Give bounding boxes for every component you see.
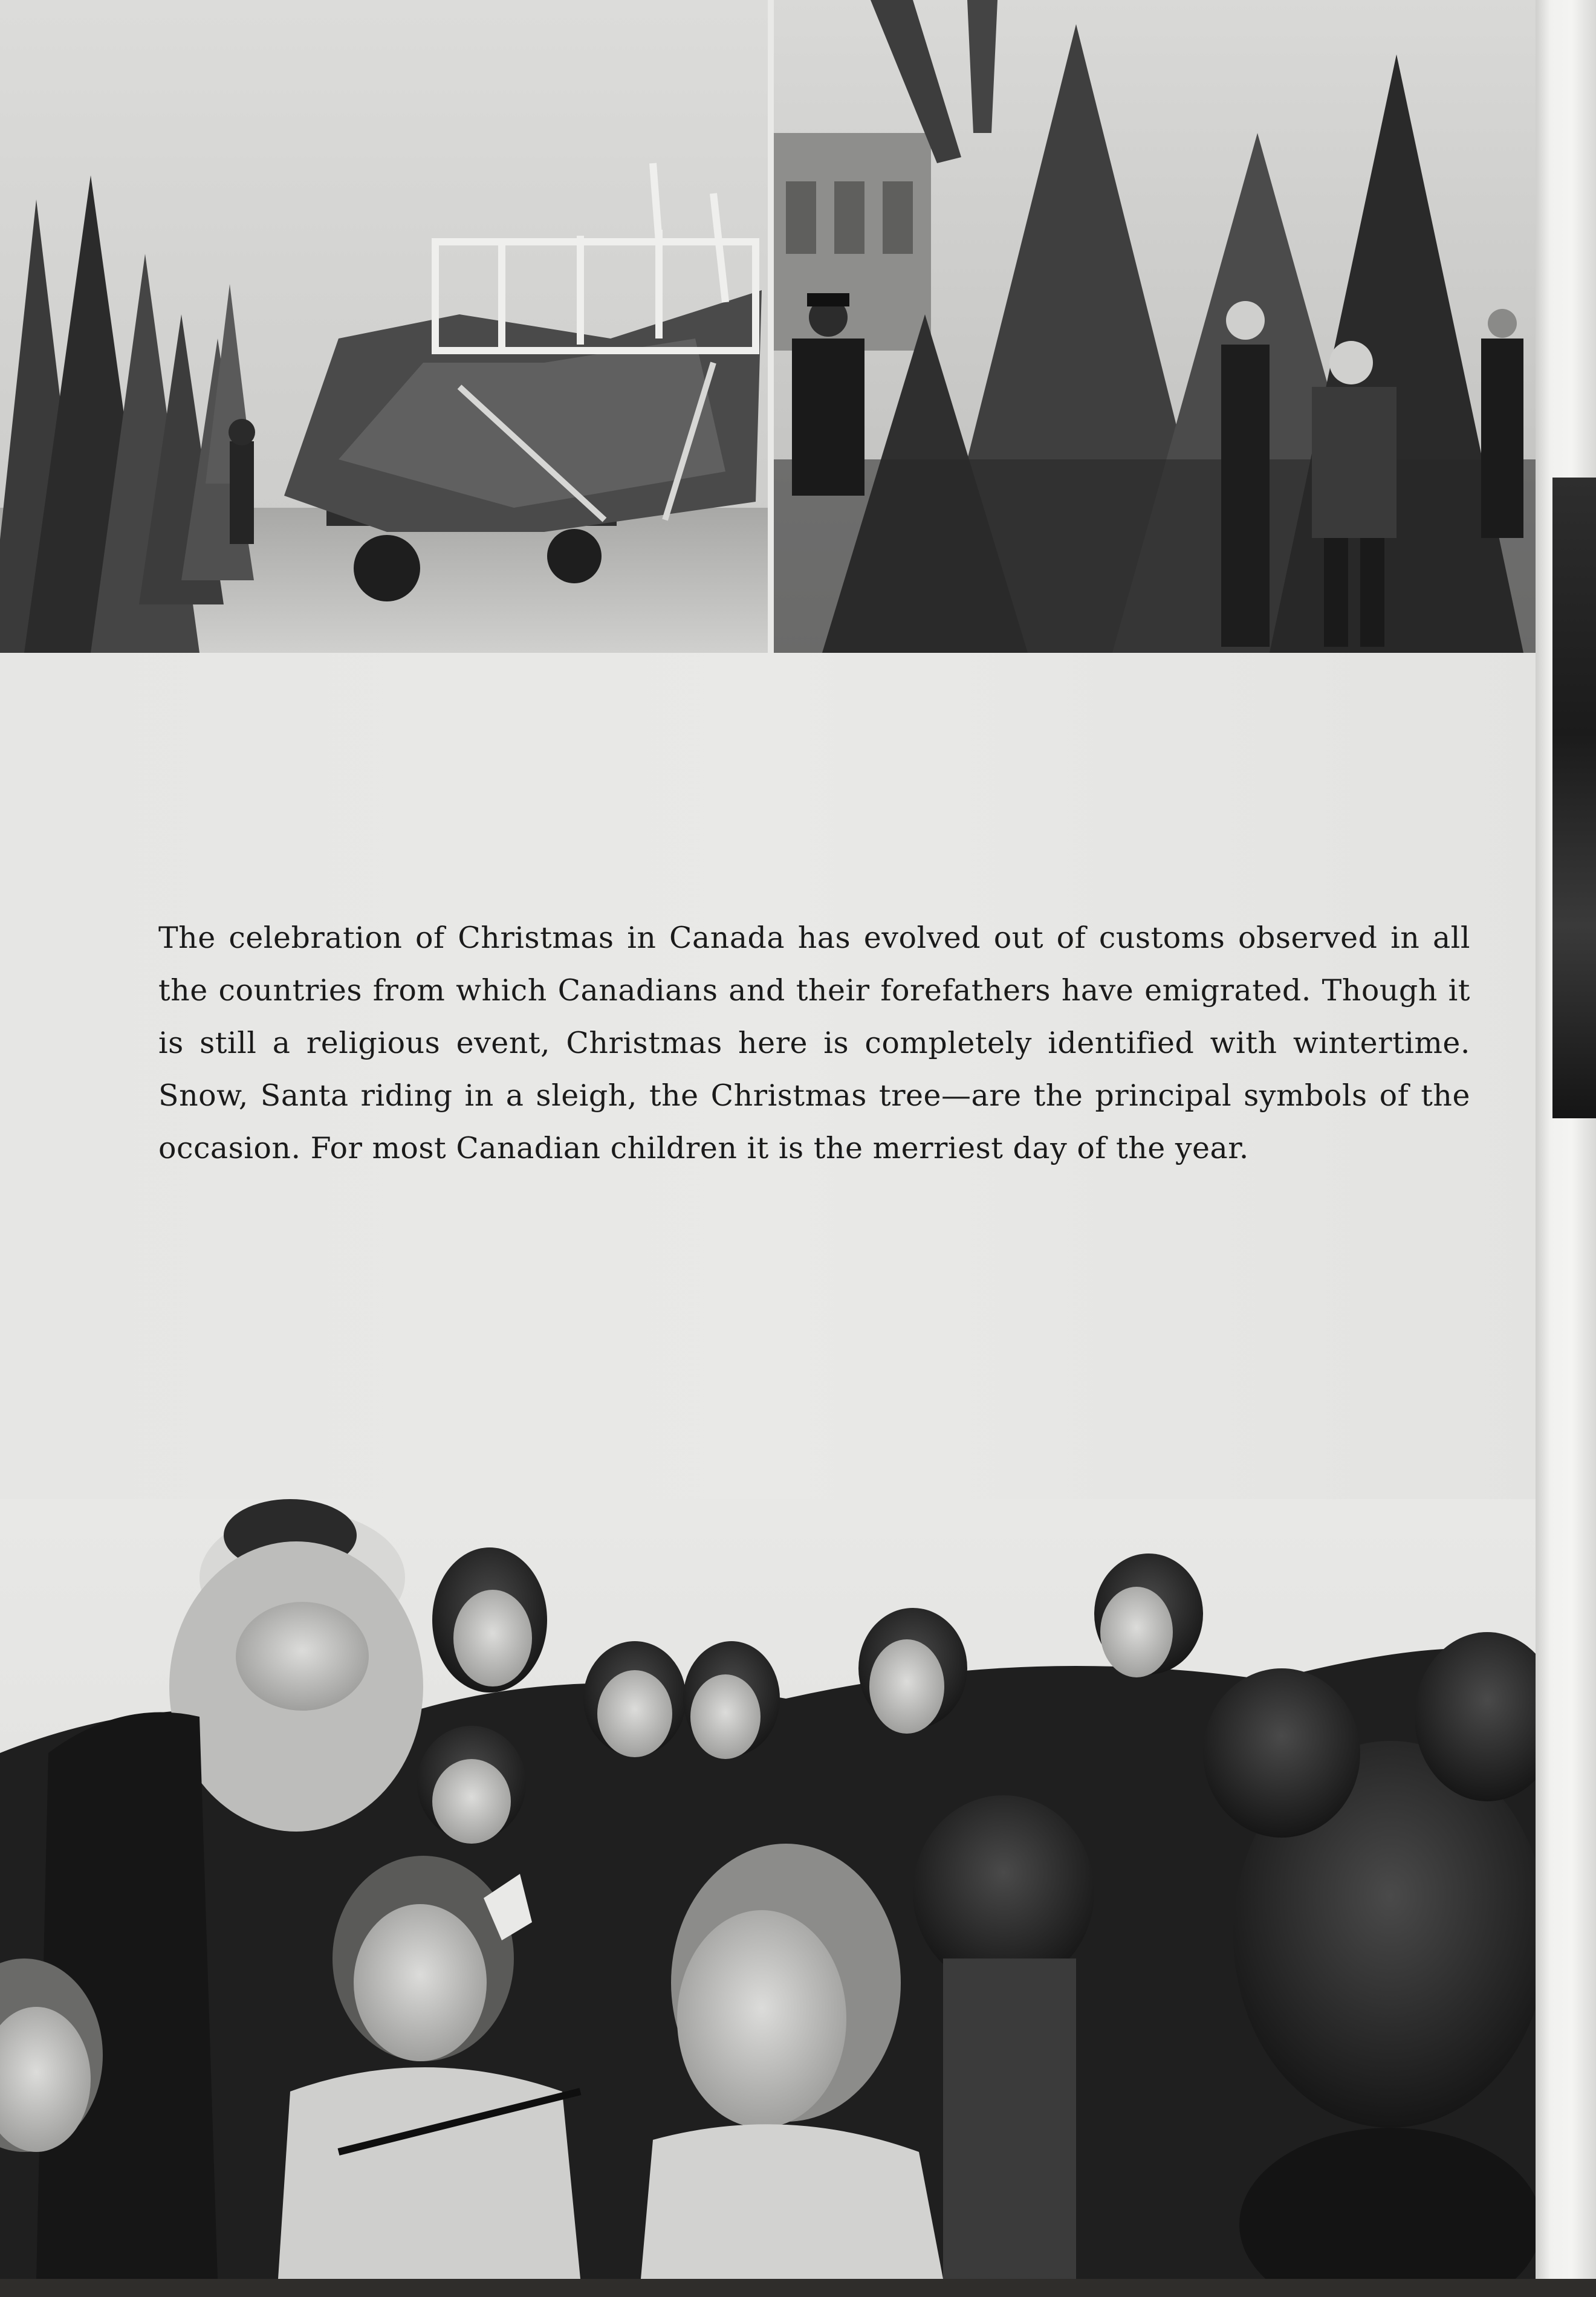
- santa-children-photo: [0, 1499, 1540, 2279]
- facing-page-photo-strip: [1552, 478, 1596, 1118]
- facing-page-edge: [1536, 0, 1596, 2297]
- tree-lot-photo: [774, 0, 1540, 653]
- page-bottom-edge: [0, 2279, 1596, 2297]
- body-paragraph: The celebration of Christmas in Canada has evolved out of customs observed in all the countries from which Canadians and their forefathers have emigrated. Though it is still a religious event, Christmas here is completely identified with wintertime. Snow, Santa riding in a sleigh, the Christmas tree—are the principal symbols of the occasion. For most Canadian children it is the merriest day of the year.: [158, 921, 1470, 1165]
- trees-truck-photo: [0, 0, 768, 653]
